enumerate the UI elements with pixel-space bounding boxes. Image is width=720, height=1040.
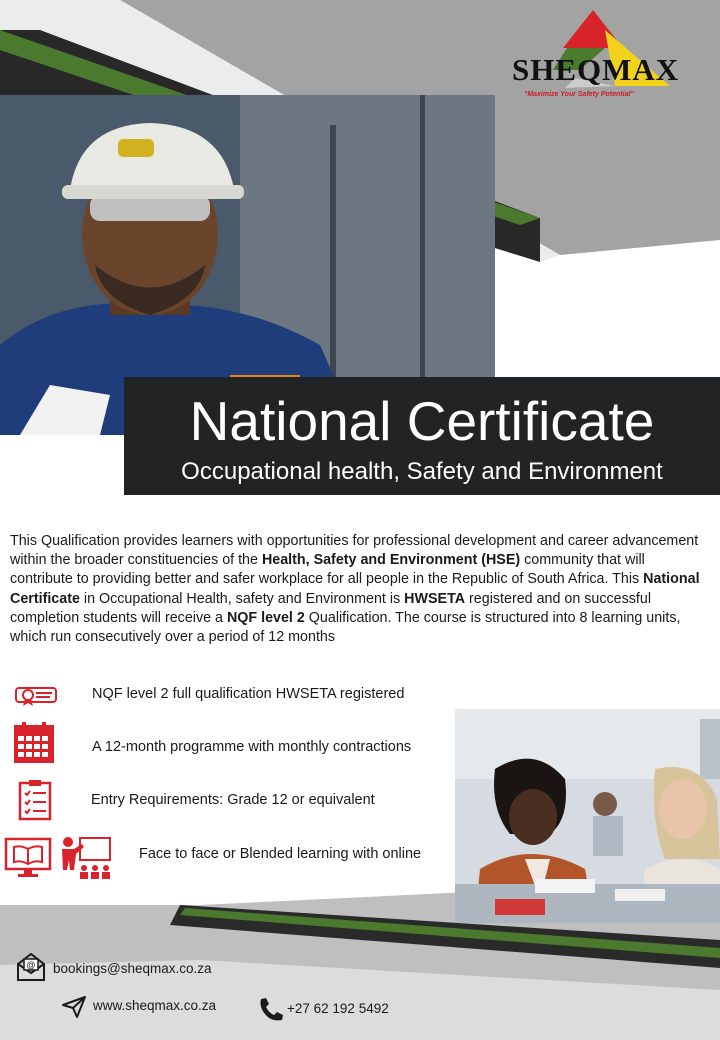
desc-bold: National Certificate xyxy=(10,571,700,607)
send-arrow-icon xyxy=(61,995,87,1019)
contact-email[interactable]: bookings@sheqmax.co.za xyxy=(53,961,212,976)
desc-bold: NQF level 2 xyxy=(226,609,305,626)
email-icon xyxy=(16,952,46,982)
certificate-icon xyxy=(14,684,58,708)
calendar-icon xyxy=(13,722,55,764)
desc-text: in Occupational Health, safety and Environment is xyxy=(79,590,405,607)
elearning-monitor-icon xyxy=(4,837,52,879)
page-title: National Certificate xyxy=(189,390,655,452)
desc-bold: HWSETA xyxy=(404,590,466,607)
contact-website[interactable]: www.sheqmax.co.za xyxy=(93,998,217,1013)
desc-text: registered and on successful completion students will receive a xyxy=(10,590,652,626)
feature-qualification: NQF level 2 full qualification HWSETA registered xyxy=(92,686,405,702)
page-subtitle: Occupational health, Safety and Environment xyxy=(181,458,663,485)
logo-tagline: "Maximize Your Safety Potential" xyxy=(524,91,634,98)
feature-entry-requirements: Entry Requirements: Grade 12 or equivalent xyxy=(91,792,375,808)
students-photo xyxy=(455,709,720,923)
desc-bold: Health, Safety and Environment (HSE) xyxy=(261,552,521,569)
svg-text:@: @ xyxy=(26,960,36,970)
logo-brand-text: SHEQMAX xyxy=(512,52,680,87)
feature-learning-mode: Face to face or Blended learning with online xyxy=(139,846,422,862)
feature-programme: A 12-month programme with monthly contractions xyxy=(92,739,412,755)
classroom-icon xyxy=(60,834,114,882)
desc-text: community that will contribute to providing better and safer workplace for all people in the Republic of South Africa. This xyxy=(10,552,645,588)
title-banner xyxy=(124,377,720,495)
qualification-description xyxy=(10,532,710,647)
phone-icon xyxy=(257,996,285,1022)
desc-text: Qualification. The course is structured into 8 learning units, which run consecutively over a period of 12 months xyxy=(10,609,681,646)
desc-text: This Qualification provides learners with opportunities for professional development and career advancement within the broader constituencies of the xyxy=(10,533,699,569)
checklist-icon xyxy=(18,779,52,821)
contact-phone[interactable]: +27 62 192 5492 xyxy=(287,1001,389,1016)
